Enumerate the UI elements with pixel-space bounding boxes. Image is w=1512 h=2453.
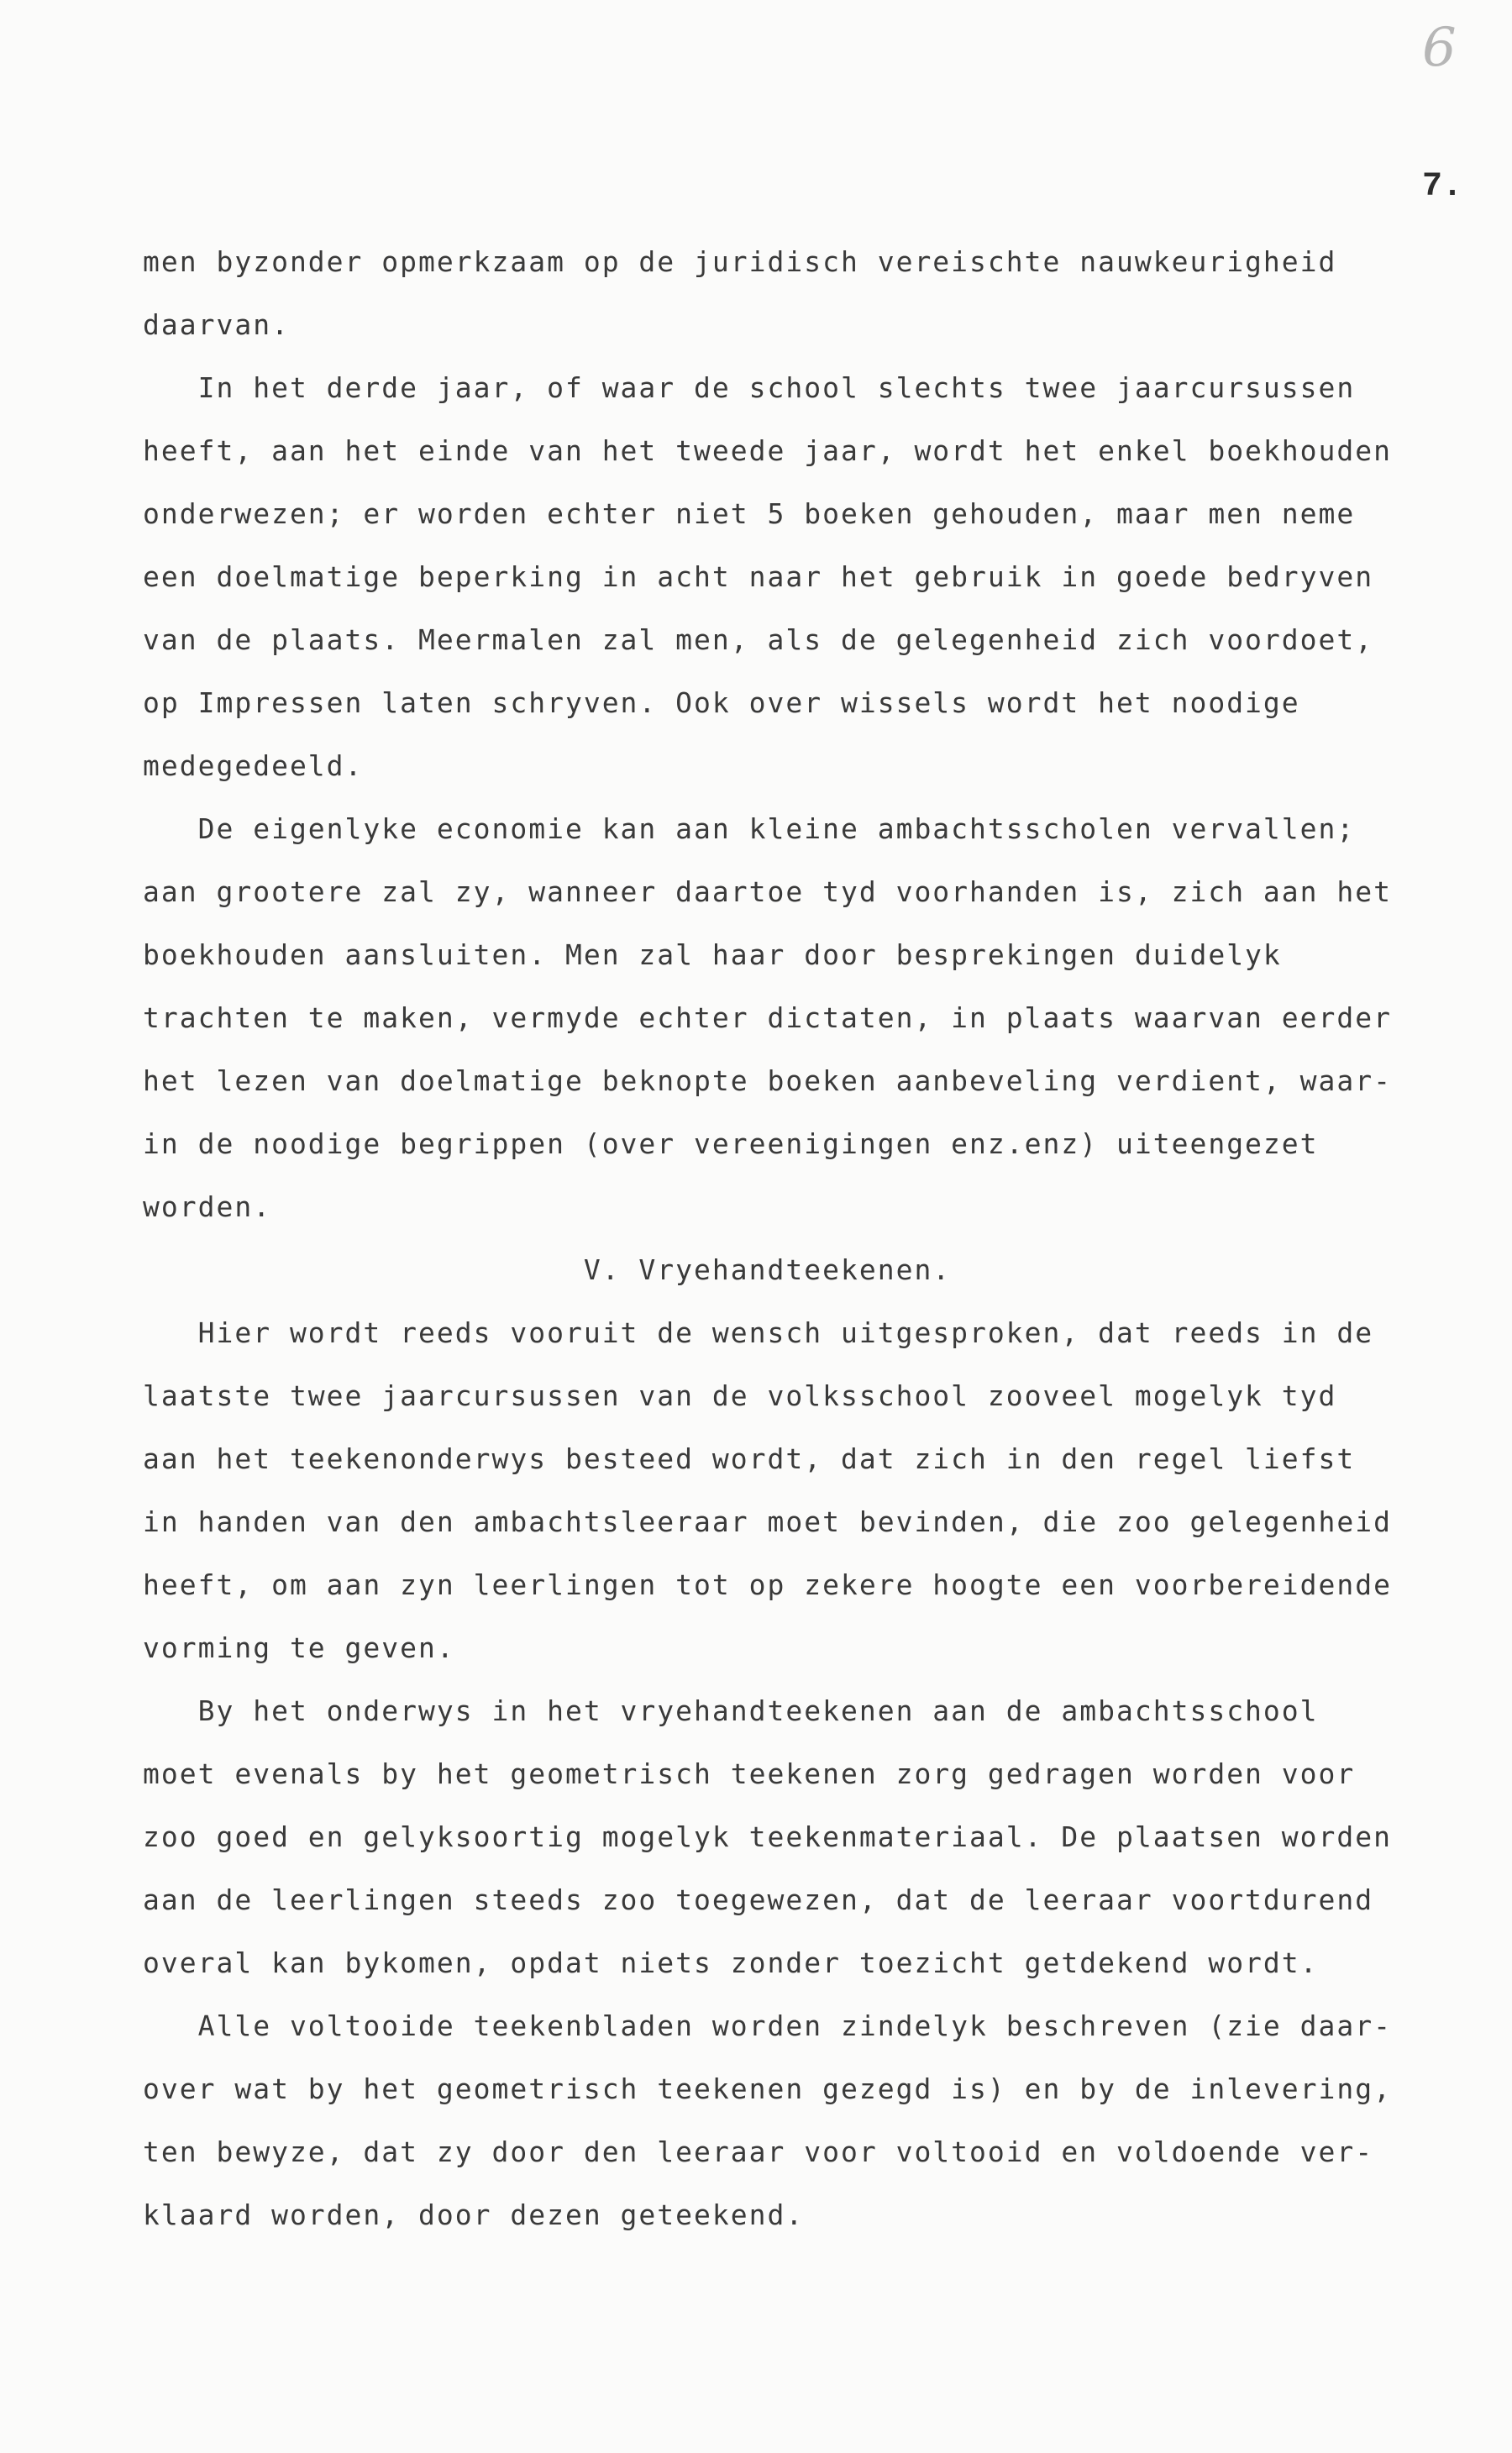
- text-line: Hier wordt reeds vooruit de wensch uitgesproken, dat reeds in de: [143, 1316, 1374, 1349]
- text-line: daarvan.: [143, 308, 290, 341]
- text-line: zoo goed en gelyksoortig mogelyk teekenmateriaal. De plaatsen worden: [143, 1820, 1393, 1853]
- text-line: De eigenlyke economie kan aan kleine ambachtsscholen vervallen;: [143, 812, 1356, 845]
- page-number: 7.: [1422, 168, 1463, 206]
- text-line: In het derde jaar, of waar de school slechts twee jaarcursussen: [143, 371, 1356, 404]
- text-line: het lezen van doelmatige beknopte boeken aanbeveling verdient, waar-: [143, 1064, 1393, 1097]
- text-line: overal kan bykomen, opdat niets zonder toezicht getdekend wordt.: [143, 1946, 1319, 1979]
- text-line: ten bewyze, dat zy door den leeraar voor voltooid en voldoende ver-: [143, 2135, 1374, 2168]
- text-line: boekhouden aansluiten. Men zal haar door besprekingen duidelyk: [143, 938, 1282, 971]
- corner-page-mark: 6: [1422, 17, 1457, 79]
- text-line: een doelmatige beperking in acht naar het gebruik in goede bedryven: [143, 560, 1374, 593]
- text-line: aan het teekenonderwys besteed wordt, dat zich in den regel liefst: [143, 1442, 1356, 1475]
- section-heading: V. Vryehandteekenen.: [143, 1253, 952, 1286]
- text-line: By het onderwys in het vryehandteekenen aan de ambachtsschool: [143, 1694, 1319, 1727]
- text-line: worden.: [143, 1190, 272, 1223]
- text-line: medegedeeld.: [143, 749, 364, 782]
- text-line: in handen van den ambachtsleeraar moet bevinden, die zoo gelegenheid: [143, 1505, 1393, 1538]
- text-line: laatste twee jaarcursussen van de volksschool zooveel mogelyk tyd: [143, 1379, 1337, 1412]
- text-line: heeft, om aan zyn leerlingen tot op zekere hoogte een voorbereidende: [143, 1568, 1393, 1601]
- text-line: onderwezen; er worden echter niet 5 boeken gehouden, maar men neme: [143, 497, 1356, 530]
- text-line: over wat by het geometrisch teekenen gezegd is) en by de inlevering,: [143, 2072, 1393, 2105]
- text-line: Alle voltooide teekenbladen worden zindelyk beschreven (zie daar-: [143, 2009, 1393, 2042]
- text-line: vorming te geven.: [143, 1631, 455, 1664]
- text-line: in de noodige begrippen (over vereenigingen enz.enz) uiteengezet: [143, 1127, 1319, 1160]
- text-line: heeft, aan het einde van het tweede jaar, wordt het enkel boekhouden: [143, 434, 1393, 467]
- text-line: op Impressen laten schryven. Ook over wissels wordt het noodige: [143, 686, 1300, 719]
- text-line: aan de leerlingen steeds zoo toegewezen, dat de leeraar voortdurend: [143, 1883, 1374, 1916]
- text-line: aan grootere zal zy, wanneer daartoe tyd voorhanden is, zich aan het: [143, 875, 1393, 908]
- text-line: trachten te maken, vermyde echter dictaten, in plaats waarvan eerder: [143, 1001, 1393, 1034]
- text-line: moet evenals by het geometrisch teekenen zorg gedragen worden voor: [143, 1757, 1356, 1790]
- text-line: men byzonder opmerkzaam op de juridisch vereischte nauwkeurigheid: [143, 245, 1337, 278]
- text-line: van de plaats. Meermalen zal men, als de gelegenheid zich voordoet,: [143, 623, 1374, 656]
- text-line: klaard worden, door dezen geteekend.: [143, 2198, 805, 2231]
